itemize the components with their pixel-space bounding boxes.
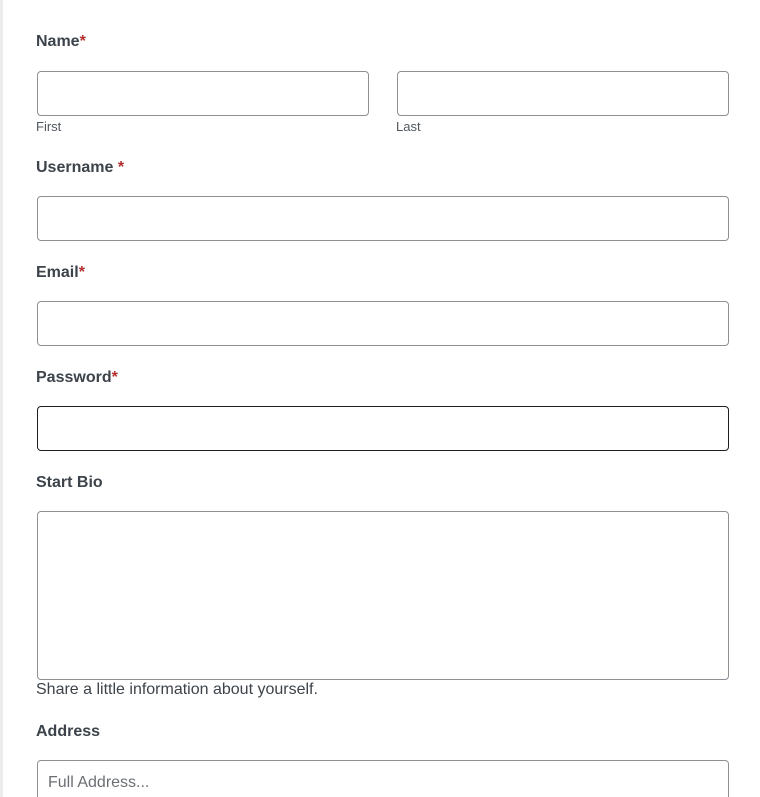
bio-label: Start Bio <box>36 474 103 491</box>
username-input[interactable] <box>37 196 729 241</box>
name-label-text: Name <box>36 33 80 50</box>
email-label <box>36 264 85 282</box>
name-label <box>36 33 86 51</box>
password-label-text: Password <box>36 369 112 386</box>
name-required-marker: * <box>79 33 86 50</box>
address-input[interactable] <box>37 760 729 797</box>
email-required-marker: * <box>78 264 85 281</box>
username-label <box>36 159 124 177</box>
first-name-sublabel: First <box>36 119 62 134</box>
username-label-text: Username <box>36 159 114 176</box>
bio-textarea[interactable] <box>37 511 729 680</box>
first-name-input[interactable] <box>37 71 369 116</box>
last-name-sublabel: Last <box>396 119 421 134</box>
last-name-input[interactable] <box>397 71 729 116</box>
email-input[interactable] <box>37 301 729 346</box>
email-label-text: Email <box>36 264 79 281</box>
password-label <box>36 369 118 387</box>
password-input[interactable] <box>37 406 729 451</box>
password-required-marker: * <box>111 369 118 386</box>
address-label: Address <box>36 723 101 740</box>
bio-description: Share a little information about yourself. <box>36 681 318 698</box>
username-required-marker: * <box>117 159 125 176</box>
